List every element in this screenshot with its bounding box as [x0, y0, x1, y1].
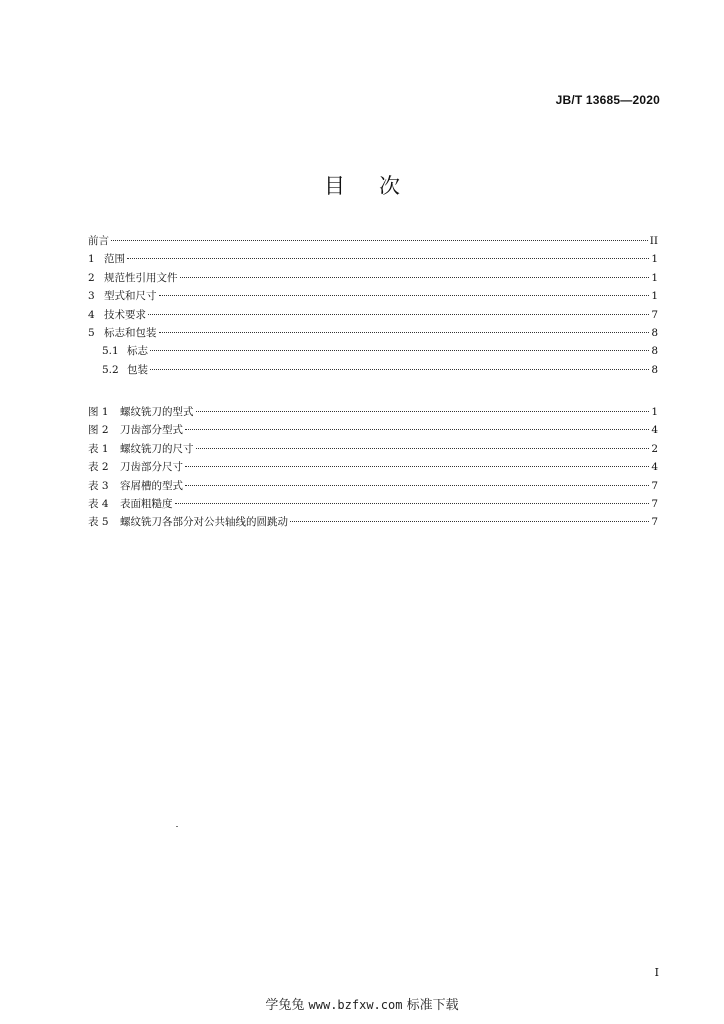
title-char-2: 次: [379, 174, 400, 198]
toc-label: 表面粗糙度: [120, 497, 173, 510]
list-of-figures-and-tables: [88, 403, 658, 532]
toc-page: 7: [651, 308, 658, 321]
toc-page: 4: [651, 461, 658, 474]
toc-num: 5: [88, 326, 95, 339]
dot-leader: [127, 258, 649, 259]
dot-leader: [150, 369, 649, 370]
toc-page: 8: [651, 345, 658, 358]
toc-entry-table-2[interactable]: [88, 458, 658, 476]
toc-num: 图 1: [88, 406, 109, 418]
toc-entry-technical-requirements[interactable]: [88, 306, 658, 324]
dot-leader: [159, 295, 650, 296]
toc-page: 1: [651, 406, 658, 418]
toc-num: 表 4: [88, 497, 109, 510]
toc-num: 表 1: [88, 442, 109, 455]
toc-label: 技术要求: [104, 308, 146, 321]
toc-label: 刀齿部分尺寸: [120, 461, 183, 474]
footer-watermark: [0, 994, 724, 1013]
table-of-contents: [88, 232, 658, 379]
dot-leader: [159, 332, 650, 333]
toc-page: 1: [651, 290, 658, 303]
page-number: I: [654, 966, 659, 979]
dot-leader: [111, 240, 648, 241]
toc-label: 螺纹铣刀的尺寸: [120, 442, 194, 455]
toc-label: 标志: [127, 345, 148, 358]
toc-entry-table-5[interactable]: [88, 513, 658, 531]
toc-num: 5.2: [102, 363, 119, 376]
toc-entry-foreword[interactable]: [88, 232, 658, 250]
toc-num: 表 3: [88, 479, 109, 492]
toc-page: 7: [651, 479, 658, 492]
toc-entry-marking-packaging[interactable]: [88, 324, 658, 342]
toc-entry-table-1[interactable]: [88, 440, 658, 458]
toc-entry-types-dimensions[interactable]: [88, 287, 658, 305]
toc-num: 表 2: [88, 461, 109, 474]
toc-entry-figure-1[interactable]: [88, 403, 658, 421]
page-title: [0, 170, 724, 200]
footer-tagline: 标准下载: [406, 998, 459, 1013]
toc-label: 规范性引用文件: [104, 271, 178, 284]
toc-entry-packaging[interactable]: [88, 361, 658, 379]
toc-label: 前言: [88, 235, 109, 247]
dot-leader: [196, 448, 650, 449]
dot-leader: [196, 411, 650, 412]
toc-num: 2: [88, 271, 95, 284]
toc-page: 4: [651, 424, 658, 437]
toc-label: 包装: [127, 363, 148, 376]
dot-leader: [185, 485, 649, 486]
dot-leader: [180, 277, 650, 278]
toc-entry-figure-2[interactable]: [88, 421, 658, 439]
toc-entry-scope[interactable]: [88, 250, 658, 268]
dot-leader: [148, 314, 649, 315]
dot-leader: [185, 429, 649, 430]
toc-label: 容屑槽的型式: [120, 479, 183, 492]
dot-leader: [290, 521, 649, 522]
toc-entry-table-4[interactable]: [88, 495, 658, 513]
dot-leader: [185, 466, 649, 467]
scan-speck: [176, 826, 178, 827]
dot-leader: [175, 503, 650, 504]
toc-label: 螺纹铣刀各部分对公共轴线的圆跳动: [120, 516, 288, 529]
toc-page: II: [649, 235, 658, 247]
footer-site-name: 学兔兔: [265, 998, 305, 1013]
toc-page: 2: [651, 442, 658, 455]
toc-page: 8: [651, 326, 658, 339]
toc-entry-marking[interactable]: [88, 342, 658, 360]
toc-page: 7: [651, 497, 658, 510]
dot-leader: [150, 350, 649, 351]
toc-label: 型式和尺寸: [104, 290, 157, 303]
toc-label: 刀齿部分型式: [120, 424, 183, 437]
toc-page: 1: [651, 271, 658, 284]
toc-label: 螺纹铣刀的型式: [120, 406, 194, 418]
toc-page: 7: [651, 516, 658, 529]
toc-page: 8: [651, 363, 658, 376]
toc-label: 范围: [104, 253, 125, 266]
toc-entry-table-3[interactable]: [88, 477, 658, 495]
toc-num: 4: [88, 308, 95, 321]
footer-url[interactable]: www.bzfxw.com: [308, 998, 403, 1012]
toc-num: 5.1: [102, 345, 119, 358]
standard-code: JB/T 13685—2020: [555, 93, 660, 107]
toc-page: 1: [651, 253, 658, 266]
toc-num: 1: [88, 253, 95, 266]
toc-num: 3: [88, 290, 95, 303]
title-char-1: 目: [324, 174, 345, 198]
toc-num: 图 2: [88, 424, 109, 437]
toc-entry-normative-references[interactable]: [88, 269, 658, 287]
toc-num: 表 5: [88, 516, 109, 529]
toc-label: 标志和包装: [104, 326, 157, 339]
